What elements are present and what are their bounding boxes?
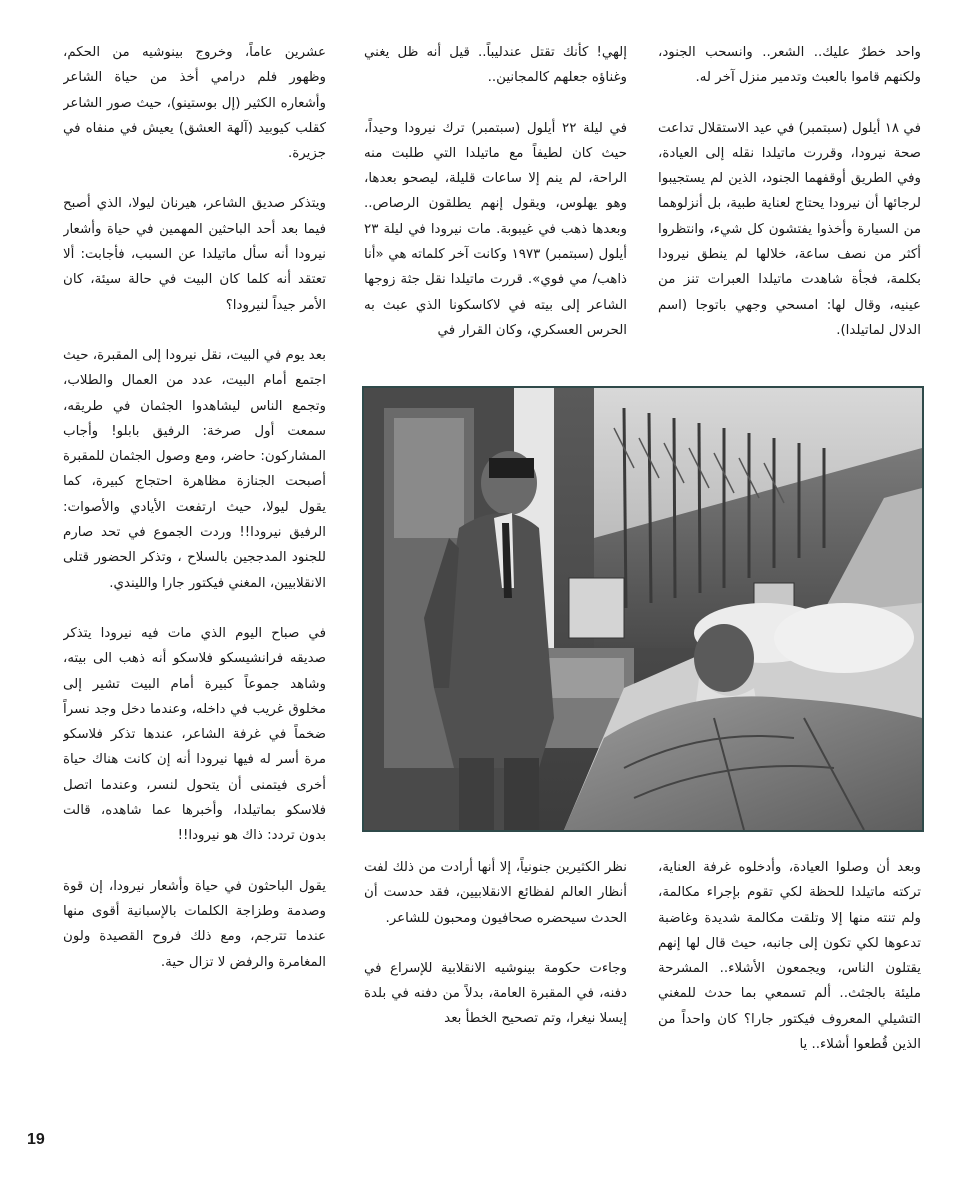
paragraph: نظر الكثيرين جنونياً، إلا أنها أرادت من ذلك لفت أنظار العالم لفظائع الانقلابيين، فقد حدست أن الحدث سيحضره صحافيون ومحبون للشاعر.: [364, 860, 627, 926]
paragraph: في ١٨ أيلول (سبتمبر) في عيد الاستقلال تداعت صحة نيرودا، وقررت ماتيلدا نقله إلى العيادة، وفي الطريق أوقفهما الجنود، الذين لم يستجيبوا لرجائها أن نيرودا يحتاج لعناية طبية، بل أنزلوهما من السيارة وأخذوا يفتشون كل شيء، وانتظروا أكثر من نصف ساعة، خلالها لم ينطق نيرودا بكلمة، فجأة شاهدت ماتيلدا العبرات تنز من عينيه، وقال لها: امسحي وجهي باتوجا (اسم الدلال لماتيلدا).: [658, 120, 921, 338]
text-column-left: [63, 40, 326, 1100]
paragraph: في صباح اليوم الذي مات فيه نيرودا يتذكر صديقه فرانشيسكو فلاسكو أنه ذهب الى بيته، وشاهد جموعاً كبيرة أمام البيت تشير إلى مخلوق غريب في داخله، وعندما دخل وجد نسراً ضخماً في غرفة الشاعر، عندها تذكر فلاسكو مرة أسر له فيها نيرودا أنه إن كانت هناك حياة أخرى فيتمنى أن يتحول لنسر، وعندما اتصل فلاسكو بماتيلدا، وأخبرها عما شاهده، قالت بدون تردد: ذاك هو نيرودا!!: [63, 625, 326, 844]
paragraph: يقول الباحثون في حياة وأشعار نيرودا، إن قوة وصدمة وطزاجة الكلمات بالإسبانية أقوى منها عندما تترجم، ومع ذلك فروح القصيدة ولون المغامرة والرفض لا تزال حية.: [63, 878, 326, 970]
text-column-right-bottom: [658, 855, 921, 1085]
paragraph: وبعد أن وصلوا العيادة، وأدخلوه غرفة العناية، تركته ماتيلدا للحظة لكي تقوم بإجراء مكالمة، ولم تنته منها إلا وتلقت مكالمة شديدة وغاضبة تدعوها لكي تكون إلى جانبه، حيث قال لها إنهم يقتلون الناس، ويجمعون الأشلاء.. المشرحة مليئة بالجثث.. ألم تسمعي بما حدث للمغني التشيلي المعروف فيكتور جارا؟ كان واحداً من الذين قُطعوا أشلاء.. يا: [658, 860, 921, 1053]
text-column-right-top: [658, 40, 921, 370]
paragraph: وجاءت حكومة بينوشيه الانقلابية للإسراع في دفنه، في المقبرة العامة، بدلاً من دفنه في بلدة إيسلا نيغرا، وتم تصحيح الخطأ بعد: [364, 960, 627, 1027]
text-column-middle-bottom: [364, 855, 627, 1085]
text-column-middle-top: [364, 40, 627, 370]
paragraph: عشرين عاماً، وخروج بينوشيه من الحكم، وظهور فلم درامي أخذ من حياة الشاعر وأشعاره الكثير (إل بوستينو)، حيث صور الشاعر كقلب كيوبيد (آلهة العشق) يعيش في منفاه في جزيرة.: [63, 45, 326, 162]
paragraph: ويتذكر صديق الشاعر، هيرنان ليولا، الذي أصبح فيما بعد أحد الباحثين المهمين في حياة وأشعار نيرودا أنه سأل ماتيلدا عن السبب، فأجابت: ألا تعتقد أنه كلما كان البيت في حالة سيئة، كان الأمر جيداً لنيرودا؟: [63, 196, 326, 313]
paragraph: بعد يوم في البيت، نقل نيرودا إلى المقبرة، حيث اجتمع أمام البيت، عدد من العمال والطلاب، وتجمع الناس ليشاهدوا الجثمان في طريقه، سمعت أول صرخة: الرفيق بابلو! وأجاب المشاركون: حاضر، ومع وصول الجثمان للمقبرة أصبحت الجنازة مظاهرة احتجاج كبيرة، كما يقول ليولا، حيث ارتفعت الأيادي والأصوات: الرفيق نيرودا!! وردت الجموع في تحد صارم للجنود المدججين بالسلاح ، وتذكر الحضور قتلى الانقلابيين، المغني فيكتور جارا والليندي.: [63, 347, 326, 591]
page-number: 19: [27, 1131, 45, 1148]
paragraph: إلهي! كأنك تقتل عندليباً.. قيل أنه ظل يغني وغناؤه جعلهم كالمجانين..: [364, 45, 627, 86]
paragraph: في ليلة ٢٢ أيلول (سبتمبر) ترك نيرودا وحيداً، حيث كان لطيفاً مع ماتيلدا التي طلبت منه الراحة، لم ينم إلا ساعات قليلة، ليصحو بعدها، وهو يهلوس، ويقول إنهم يطلقون الرصاص.. وبعدها ذهب في غيبوبة. مات نيرودا في ليلة ٢٣ أيلول (سبتمبر) ١٩٧٣ وكانت آخر كلماته هي «أنا ذاهب/ مي فوي». قررت ماتيلدا نقل جثة زوجها الشاعر إلى بيته في لاكاسكونا الذي عبث به الحرس العسكري، وكان القرار في: [364, 120, 627, 338]
photograph-neruda-bedside: [362, 386, 924, 832]
paragraph: واحد خطرٌ عليك.. الشعر.. وانسحب الجنود، ولكنهم قاموا بالعبث وتدمير منزل آخر له.: [658, 45, 921, 86]
